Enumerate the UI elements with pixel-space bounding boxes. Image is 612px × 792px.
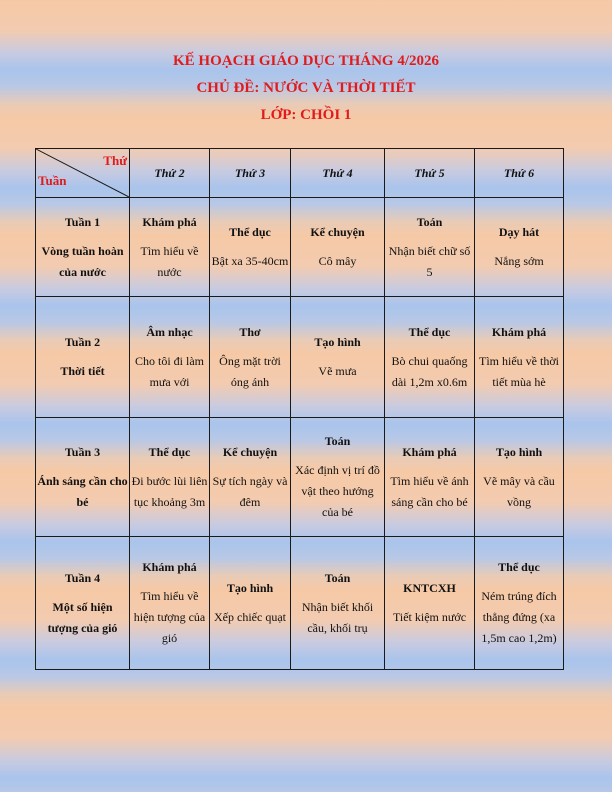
activity-content: Nhận biết chữ số 5: [388, 243, 471, 279]
activity-subject: Khám phá: [491, 324, 547, 339]
activity-subject: Tạo hình: [495, 444, 543, 459]
activity-subject: Thể dục: [498, 560, 540, 574]
topic-title: CHỦ ĐỀ: NƯỚC VÀ THỜI TIẾT: [196, 80, 416, 96]
activity-cell: [385, 198, 475, 297]
activity-content: Cô mây: [318, 254, 357, 268]
activity-subject: Tạo hình: [314, 335, 361, 349]
lesson-plan-table: [35, 148, 564, 670]
activity-cell: [130, 297, 210, 418]
week-theme: Vòng tuần hoàn của nước: [41, 243, 124, 279]
activity-subject: Âm nhạc: [146, 324, 193, 339]
activity-cell: [210, 297, 291, 418]
day-header: Thứ 5: [385, 149, 475, 198]
week-row: [36, 537, 564, 670]
week-row: [36, 418, 564, 537]
activity-cell: [385, 297, 475, 418]
activity-subject: Kể chuyện: [222, 444, 278, 459]
activity-content: Ông mặt trời óng ánh: [219, 353, 281, 389]
corner-cell: [36, 149, 130, 198]
activity-subject: Toán: [416, 214, 443, 229]
activity-subject: Khám phá: [142, 214, 197, 229]
week-row: [36, 198, 564, 297]
activity-content: Tìm hiểu về hiện tượng của gió: [133, 589, 206, 645]
activity-content: Nắng sớm: [494, 254, 544, 268]
activity-content: Xếp chiếc quạt: [214, 610, 286, 624]
activity-cell: [385, 537, 475, 670]
activity-subject: Kể chuyện: [310, 225, 365, 239]
activity-cell: [475, 537, 564, 670]
activity-content: Nhận biết khối cầu, khối trụ: [301, 599, 374, 635]
activity-content: Ném trúng đích thẳng đứng (xa 1,5m cao 1,2m): [481, 589, 557, 645]
week-name: Tuần 1: [64, 214, 101, 229]
activity-content: Vẽ mây và cầu vồng: [483, 473, 555, 509]
activity-cell: [130, 418, 210, 537]
activity-content: Tìm hiểu về nước: [140, 243, 199, 279]
activity-cell: [210, 198, 291, 297]
activity-subject: KNTCXH: [403, 581, 456, 595]
activity-subject: Toán: [324, 434, 351, 448]
activity-content: Vẽ mưa: [318, 364, 357, 378]
activity-content: Tìm hiểu về ánh sáng cần cho bé: [390, 473, 469, 509]
activity-cell: [291, 198, 385, 297]
activity-cell: [130, 537, 210, 670]
activity-cell: [291, 418, 385, 537]
table-header-row: [36, 149, 564, 198]
week-name: Tuần 4: [64, 570, 101, 585]
activity-subject: Khám phá: [402, 444, 457, 459]
activity-cell: [475, 418, 564, 537]
document-title: KẾ HOẠCH GIÁO DỤC THÁNG 4/2026: [173, 53, 439, 69]
activity-subject: Tạo hình: [226, 581, 274, 595]
activity-content: Đi bước lùi liên tục khoảng 3m: [131, 473, 208, 509]
week-cell: [36, 537, 130, 670]
activity-cell: [475, 198, 564, 297]
document-header: [0, 48, 612, 129]
activity-cell: [130, 198, 210, 297]
week-cell: [36, 418, 130, 537]
activity-subject: Toán: [324, 570, 351, 585]
activity-content: Cho tôi đi làm mưa với: [135, 353, 204, 389]
activity-content: Bật xa 35-40cm: [211, 254, 289, 268]
day-header: Thứ 6: [475, 149, 564, 198]
week-theme: Ánh sáng cần cho bé: [37, 473, 128, 509]
corner-day-label: Thứ: [103, 153, 127, 168]
activity-cell: [291, 537, 385, 670]
week-cell: [36, 198, 130, 297]
week-theme: Một số hiện tượng của gió: [47, 599, 118, 635]
activity-cell: [291, 297, 385, 418]
activity-content: Bò chui quaống dài 1,2m x0.6m: [391, 353, 468, 389]
activity-subject: Thơ: [239, 324, 261, 339]
activity-content: Tiết kiệm nước: [392, 610, 467, 624]
week-name: Tuần 2: [64, 335, 101, 349]
activity-subject: Dạy hát: [498, 225, 540, 239]
day-header: Thứ 3: [210, 149, 291, 198]
class-title: LỚP: CHỒI 1: [260, 107, 352, 123]
day-header: Thứ 2: [130, 149, 210, 198]
activity-content: Sự tích ngày và đêm: [212, 473, 288, 509]
week-cell: [36, 297, 130, 418]
activity-cell: [210, 537, 291, 670]
activity-cell: [210, 418, 291, 537]
activity-content: Tìm hiểu về thời tiết mùa hè: [479, 353, 559, 389]
activity-subject: Thể dục: [148, 444, 191, 459]
week-theme: Thời tiết: [60, 364, 105, 378]
activity-cell: [475, 297, 564, 418]
week-row: [36, 297, 564, 418]
week-name: Tuần 3: [64, 444, 101, 459]
day-header: Thứ 4: [291, 149, 385, 198]
activity-cell: [385, 418, 475, 537]
activity-content: Xác định vị trí đồ vật theo hướng của bé: [295, 463, 380, 519]
activity-subject: Thể dục: [229, 225, 271, 239]
activity-subject: Thể dục: [408, 324, 451, 339]
corner-week-label: Tuần: [38, 173, 67, 188]
activity-subject: Khám phá: [142, 560, 197, 574]
